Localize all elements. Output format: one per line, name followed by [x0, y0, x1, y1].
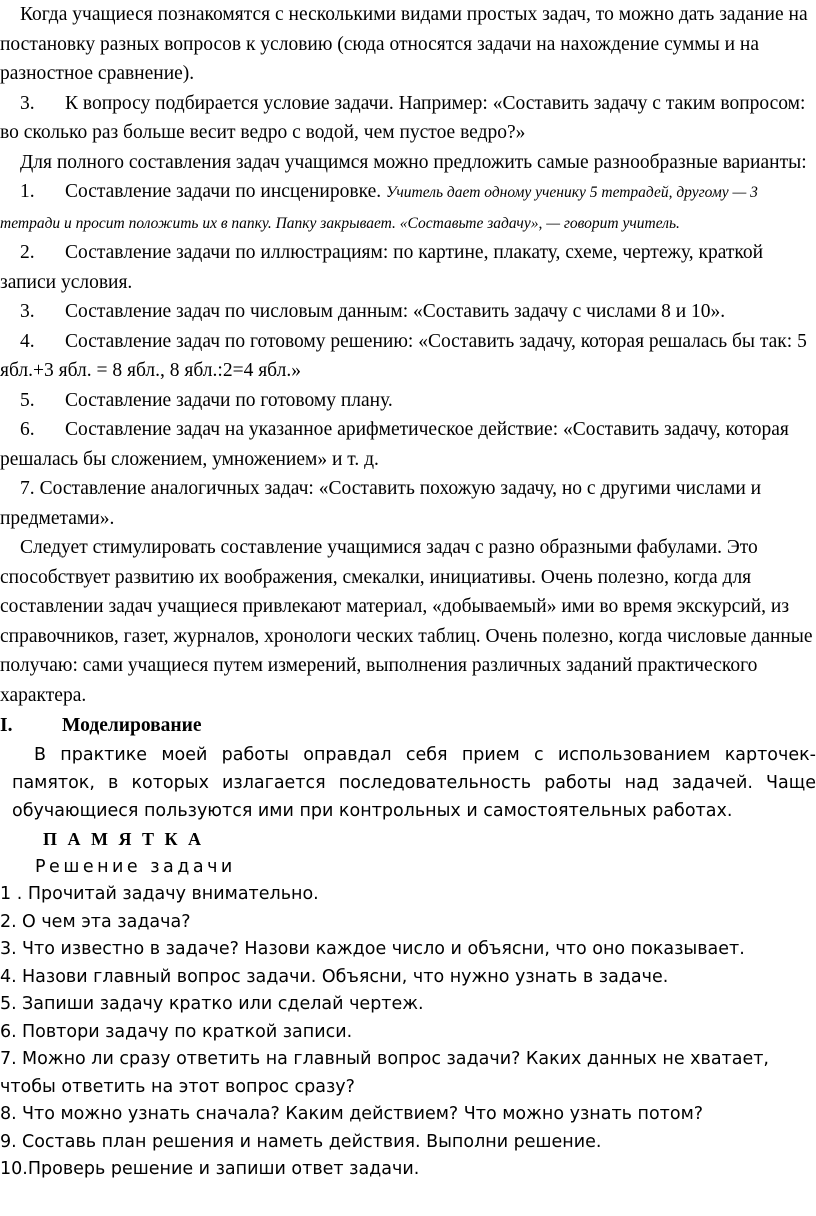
list-text: Составление задач на указанное арифметическое действие: «Составить задачу, которая решалась бы сложением, умножением» и т. д. — [0, 419, 789, 470]
step-number: 1 . — [0, 884, 23, 904]
memo-step-4 — [0, 964, 816, 992]
list-text: Составление задачи по инсценировке. — [65, 181, 382, 202]
memo-title: П А М Я Т К А — [43, 829, 205, 849]
step-text: Что можно узнать сначала? Каким действием? Что можно узнать потом? — [22, 1104, 704, 1124]
memo-step-6 — [0, 1019, 816, 1047]
step-number: 2. — [0, 911, 17, 932]
memo-step-10 — [0, 1156, 816, 1184]
modeling-intro: В практике моей работы оправдал себя прием с использованием карточек-памяток, в которых излагается последовательность работы над задачей. Чаще обучающиеся пользуются ими при контрольных и самостоятельных работах. — [12, 745, 816, 821]
list-text: К вопросу подбирается условие задачи. Например: «Составить задачу с таким вопросом: во сколько раз больше весит ведро с водой, чем пустое ведро?» — [0, 92, 806, 143]
list-number: 2. — [20, 242, 35, 263]
memo-step-5 — [0, 991, 816, 1019]
step-text: Запиши задачу кратко или сделай чертеж. — [22, 994, 424, 1014]
list-number: 7. — [20, 478, 35, 499]
list-number: 3. — [20, 301, 35, 322]
list-number: 3. — [20, 92, 35, 114]
section-modeling — [0, 712, 816, 1184]
memo-step-9 — [0, 1129, 816, 1157]
list-item-3 — [0, 89, 816, 148]
step-text: Проверь решение и запиши ответ задачи. — [27, 1159, 420, 1179]
step-number: 9. — [0, 1131, 17, 1152]
variant-item-1 — [0, 177, 816, 238]
variant-item-6 — [0, 415, 816, 474]
heading-title: Моделирование — [62, 715, 202, 736]
step-text: Что известно в задаче? Назови каждое число и объясни, что оно показывает. — [22, 939, 745, 959]
list-number: 1. — [20, 181, 35, 202]
heading-number: I. — [0, 715, 13, 736]
list-number: 5. — [20, 389, 35, 411]
step-number: 5. — [0, 994, 17, 1014]
example-italic: Учитель дает одному ученику 5 тетрадей, другому — 3 тетради и просит положить их в папку. Папку закрывает. «Составьте задачу», — говорит учитель. — [0, 184, 758, 232]
step-number: 4. — [0, 966, 17, 987]
list-number: 6. — [20, 419, 35, 440]
step-number: 3. — [0, 939, 17, 959]
step-text: Можно ли сразу ответить на главный вопрос задачи? Каких данных не хватает, чтобы ответить на этот вопрос сразу? — [0, 1049, 769, 1097]
variant-item-4 — [0, 327, 816, 386]
step-text: О чем эта задача? — [22, 911, 191, 932]
step-number: 6. — [0, 1021, 17, 1042]
memo-step-8 — [0, 1101, 816, 1129]
step-number: 8. — [0, 1104, 17, 1124]
intro-paragraph: Когда учащиеся познакомятся с несколькими видами простых задач, то можно дать задание на постановку разных вопросов к условию (сюда относятся задачи на нахождение суммы и на разностное сравнение). — [0, 4, 808, 84]
memo-step-2 — [0, 909, 816, 937]
step-number: 7. — [0, 1049, 17, 1069]
closing-paragraph: Следует стимулировать составление учащимися задач с разно образными фабулами. Это способствует развитию их воображения, смекалки, инициативы. Очень полезно, когда для составлении задач учащиеся привлекают материал, «добываемый» ими во время экскурсий, из справочников, газет, журналов, хронологи ческих таблиц. Очень полезно, когда числовые данные получаю: сами учащиеся путем измерений, выполнения различных заданий практического характера. — [0, 537, 813, 706]
list-text: Составление задачи по готовому плану. — [65, 389, 393, 411]
memo-steps-list — [0, 881, 816, 1184]
variant-item-5 — [0, 386, 816, 416]
list-text: Составление задач по числовым данным: «Составить задачу с числами 8 и 10». — [65, 301, 726, 322]
list-text: Составление задач по готовому решению: «Составить задачу, которая решалась бы так: 5 ябл.+3 ябл. = 8 ябл., 8 ябл.:2=4 ябл.» — [0, 330, 807, 381]
list-text: Составление аналогичных задач: «Составить похожую задачу, но с другими числами и предметами». — [0, 478, 762, 529]
section-heading — [0, 712, 816, 740]
memo-step-1 — [0, 881, 816, 909]
step-text: Назови главный вопрос задачи. Объясни, что нужно узнать в задаче. — [22, 966, 669, 987]
list-number: 4. — [20, 330, 35, 352]
variants-paragraph: Для полного составления задач учащимся можно предложить самые разнообразные варианты: — [20, 151, 807, 173]
memo-subtitle: Решение задачи — [35, 857, 236, 877]
variant-item-2 — [0, 238, 816, 297]
variant-item-7 — [0, 474, 816, 533]
list-text: Составление задачи по иллюстрациям: по картине, плакату, схеме, чертежу, краткой записи условия. — [0, 242, 764, 293]
step-text: Прочитай задачу внимательно. — [27, 884, 319, 904]
variant-item-3 — [0, 297, 816, 327]
step-number: 10. — [0, 1159, 28, 1179]
step-text: Повтори задачу по краткой записи. — [22, 1021, 353, 1042]
step-text: Составь план решения и наметь действия. Выполни решение. — [22, 1131, 602, 1152]
memo-step-7 — [0, 1046, 816, 1101]
memo-step-3 — [0, 936, 816, 964]
